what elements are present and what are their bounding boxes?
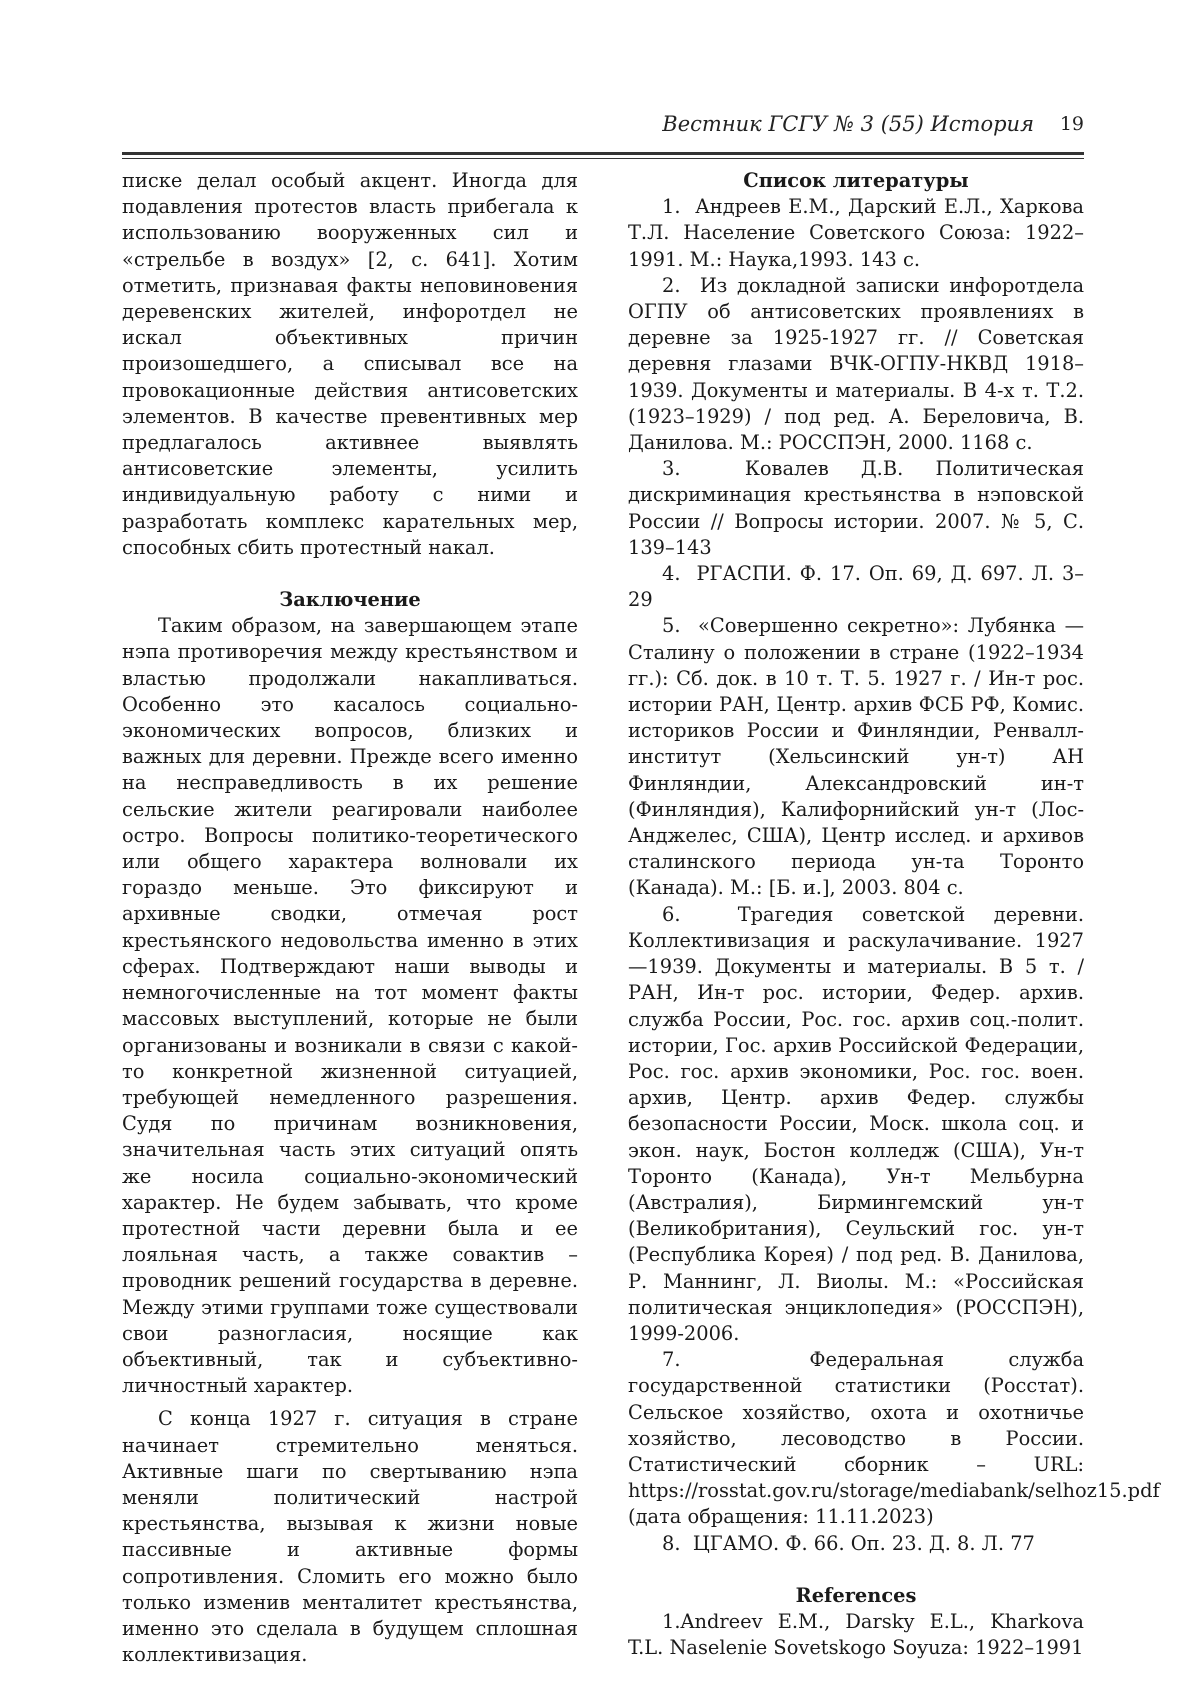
conclusion-paragraph-1: Таким образом, на завершающем этапе нэпа противоречия между крестьянством и властью продолжали накапливаться. Особенно это касалось социально-экономических вопросов, близких и важных для деревни. Прежде всего именно на несправедливость в их решение сельские жители реагировали наиболее остро. Вопросы политико-теоретического или общего характера волновали их гораздо меньше. Это фиксируют и архивные сводки, отмечая рост крестьянского недовольства именно в этих сферах. Подтверждают наши выводы и немногочисленные на тот момент факты массовых выступлений, которые не были организованы и возникали в связи с какой-то конкретной жизненной ситуацией, требующей немедленного разрешения. Судя по причинам возникновения, значительная часть этих ситуаций опять же носила социально-экономический характер. Не будем забывать, что кроме протестной части деревни была и ее лояльная часть, а также совактив – проводник решений государства в деревне. Между этими группами тоже существовали свои разногласия, носящие как объективный, так и субъективно-личностный характер. xyxy=(122,614,578,1398)
bibliography-item-text: ЦГАМО. Ф. 66. Оп. 23. Д. 8. Л. 77 xyxy=(692,1531,1035,1555)
bibliography-item xyxy=(628,902,1084,1347)
bibliography-item xyxy=(628,1347,1160,1530)
bibliography-item-text: Ковалев Д.В. Политическая дискриминация крестьянства в нэповской России // Вопросы истории. 2007. № 5, С. 139–143 xyxy=(628,457,1084,559)
bibliography-item-number: 6. xyxy=(662,902,681,926)
conclusion-heading: Заключение xyxy=(279,588,421,612)
right-column xyxy=(628,168,1160,1661)
left-column xyxy=(122,168,578,1668)
bibliography-item xyxy=(628,1531,1084,1557)
bibliography-item-text: Андреев Е.М., Дарский Е.Л., Харкова Т.Л. Население Советского Союза: 1922–1991. М.: Наука,1993. 143 с. xyxy=(628,195,1084,271)
bibliography-heading: Список литературы xyxy=(743,169,969,192)
references-heading: References xyxy=(795,1583,917,1607)
references-item: 1.Andreev E.M., Darsky E.L., Kharkova T.L. Naselenie Sovetskogo Soyuza: 1922–1991 xyxy=(628,1609,1084,1660)
bibliography-item-text: РГАСПИ. Ф. 17. Оп. 69, Д. 697. Л. 3–29 xyxy=(628,562,1084,612)
bibliography-item-number: 8. xyxy=(662,1531,681,1555)
header-rule-thin xyxy=(122,158,1084,159)
bibliography-item-number: 2. xyxy=(662,273,681,297)
bibliography-item-number: 7. xyxy=(662,1348,681,1372)
bibliography-item-number: 1. xyxy=(662,195,681,219)
bibliography-item-number: 4. xyxy=(662,562,681,586)
bibliography-item-text: «Совершенно секретно»: Лубянка — Сталину о положении в стране (1922–1934 гг.): Сб. док. в 10 т. Т. 5. 1927 г. / Ин-т рос. истории РАН, Центр. архив ФСБ РФ, Комис. историков России и Финляндии, Ренвалл-институт (Хельсинский ун-т) АН Финляндии, Александровский ин-т (Финляндия), Калифорнийский ун-т (Лос-Анджелес, США), Центр исслед. и архивов сталинского периода ун-та Торонто (Канада). М.: [Б. и.], 2003. 804 с. xyxy=(628,614,1085,900)
page-header xyxy=(122,112,1084,150)
bibliography-item-number: 5. xyxy=(662,614,681,638)
page-number: 19 xyxy=(1059,113,1084,135)
bibliography-item xyxy=(628,613,1084,901)
body-paragraph: писке делал особый акцент. Иногда для подавления протестов власть прибегала к использованию вооруженных сил и «стрельбе в воздух» [2, с. 641]. Хотим отметить, признавая факты неповиновения деревенских жителей, инфоротдел не искал объективных причин произошедшего, а списывал все на провокационные действия антисоветских элементов. В качестве превентивных мер предлагалось активнее выявлять антисоветские элементы, усилить индивидуальную работу с ними и разработать комплекс карательных мер, способных сбить протестный накал. xyxy=(122,169,578,559)
bibliography-item xyxy=(628,194,1084,273)
header-rule-thick xyxy=(122,152,1084,155)
bibliography-list xyxy=(628,194,1160,1557)
bibliography-item xyxy=(628,561,1084,613)
bibliography-item xyxy=(628,456,1084,561)
bibliography-item xyxy=(628,273,1084,456)
bibliography-item-text: Трагедия советской деревни. Коллективизация и раскулачивание. 1927—1939. Документы и материалы. В 5 т. / РАН, Ин-т рос. истории, Федер. архив. служба России, Рос. гос. архив соц.-полит. истории, Гос. архив Российской Федерации, Рос. гос. архив экономики, Рос. гос. воен. архив, Центр. архив Федер. службы безопасности России, Моск. школа соц. и экон. наук, Бостон колледж (США), Ун-т Торонто (Канада), Ун-т Мельбурна (Австралия), Бирмингемский ун-т (Великобритания), Сеульский гос. ун-т (Республика Корея) / под ред. В. Данилова, Р. Маннинг, Л. Виолы. М.: «Российская политическая энциклопедия» (РОССПЭН), 1999-2006. xyxy=(628,902,1084,1345)
running-title: Вестник ГСГУ № 3 (55) История xyxy=(662,112,1034,136)
bibliography-item-text: Федеральная служба государственной статистики (Росстат). Сельское хозяйство, охота и охотничье хозяйство, лесоводство в России. Статистический сборник – URL: https://rosstat.gov.ru/storage/mediabank/selhoz15.pdf (дата обращения: 11.11.2023) xyxy=(628,1348,1160,1529)
conclusion-paragraph-2: С конца 1927 г. ситуация в стране начинает стремительно меняться. Активные шаги по свертыванию нэпа меняли политический настрой крестьянства, вызывая к жизни новые пассивные и активные формы сопротивления. Сломить его можно было только изменив менталитет крестьянства, именно это сделала в будущем сплошная коллективизация. xyxy=(122,1407,578,1667)
bibliography-item-number: 3. xyxy=(662,457,681,481)
bibliography-item-text: Из докладной записки инфоротдела ОГПУ об антисоветских проявлениях в деревне за 1925-1927 гг. // Советская деревня глазами ВЧК-ОГПУ-НКВД 1918–1939. Документы и материалы. В 4-х т. Т.2. (1923–1929) / под ред. А. Береловича, В. Данилова. М.: РОССПЭН, 2000. 1168 с. xyxy=(628,273,1084,455)
